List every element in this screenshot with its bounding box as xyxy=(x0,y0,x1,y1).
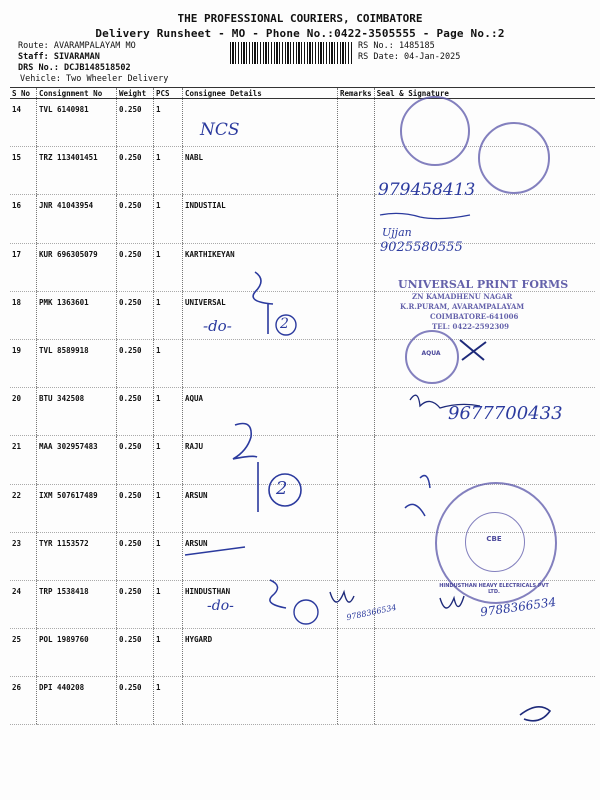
row-sno: 20 xyxy=(10,388,37,436)
row-consignment: DPI 440208 xyxy=(37,677,117,725)
col-consignee: Consignee Details xyxy=(183,88,338,99)
row-sno: 22 xyxy=(10,484,37,532)
row-consignment: POL 1989760 xyxy=(37,629,117,677)
aqua-seal-text: AQUA xyxy=(421,350,441,357)
vehicle-label: Vehicle: Two Wheeler Delivery xyxy=(20,74,169,84)
row-consignee: ARSUN xyxy=(183,532,338,580)
ink-phone-21: 9677700433 xyxy=(448,403,563,424)
row-consignee: KARTHIKEYAN xyxy=(183,243,338,291)
row-consignment: KUR 696305079 xyxy=(37,243,117,291)
hindusthan-seal-name: HINDUSTHAN HEAVY ELECTRICALS PVT LTD. xyxy=(439,583,549,595)
row-consignee: INDUSTIAL xyxy=(183,195,338,243)
ink-ncs: NCS xyxy=(200,120,240,140)
row-weight: 0.250 xyxy=(117,388,154,436)
row-sno: 24 xyxy=(10,580,37,628)
row-pcs: 1 xyxy=(154,677,183,725)
row-sno: 17 xyxy=(10,243,37,291)
row-consignment: PMK 1363601 xyxy=(37,291,117,339)
row-weight: 0.250 xyxy=(117,195,154,243)
route-label: Route: AVARAMPALAYAM MO xyxy=(18,41,136,51)
ink-phone-17: 9025580555 xyxy=(380,240,463,255)
row-consignee: HYGARD xyxy=(183,629,338,677)
rs-number: RS No.: 1485185 xyxy=(358,41,435,51)
row-sno: 26 xyxy=(10,677,37,725)
universal-stamp-addr1: ZN KAMADHENU NAGAR xyxy=(412,292,513,301)
row-pcs: 1 xyxy=(154,291,183,339)
row-sno: 21 xyxy=(10,436,37,484)
row-pcs: 1 xyxy=(154,532,183,580)
row-consignment: JNR 41043954 xyxy=(37,195,117,243)
row-weight: 0.250 xyxy=(117,629,154,677)
row-sno: 25 xyxy=(10,629,37,677)
row-weight: 0.250 xyxy=(117,147,154,195)
row-weight: 0.250 xyxy=(117,580,154,628)
universal-stamp-name: UNIVERSAL PRINT FORMS xyxy=(398,278,569,291)
row-sno: 18 xyxy=(10,291,37,339)
row-pcs: 1 xyxy=(154,484,183,532)
row-weight: 0.250 xyxy=(117,99,154,147)
row-consignment: TVL 6140981 xyxy=(37,99,117,147)
row-consignee: NABL xyxy=(183,147,338,195)
row-pcs: 1 xyxy=(154,99,183,147)
row-consignment: MAA 302957483 xyxy=(37,436,117,484)
row-sno: 16 xyxy=(10,195,37,243)
col-signature: Seal & Signature xyxy=(374,88,595,99)
universal-stamp-phone: TEL: 0422-2592309 xyxy=(432,322,509,331)
ink-ditto-26: -do- xyxy=(207,598,234,614)
col-sno: S No xyxy=(10,88,37,99)
universal-stamp-addr2: K.R.PURAM, AVARAMPALAYAM xyxy=(400,302,525,311)
row-sno: 23 xyxy=(10,532,37,580)
row-pcs: 1 xyxy=(154,195,183,243)
row-pcs: 1 xyxy=(154,629,183,677)
rs-date: RS Date: 04-Jan-2025 xyxy=(358,52,461,62)
row-sno: 15 xyxy=(10,147,37,195)
row-pcs: 1 xyxy=(154,436,183,484)
ink-phone-16: 979458413 xyxy=(378,180,476,200)
col-pcs: PCS xyxy=(154,88,183,99)
row-pcs: 1 xyxy=(154,147,183,195)
row-weight: 0.250 xyxy=(117,484,154,532)
row-consignee: ARSUN xyxy=(183,484,338,532)
row-consignee: HINDUSTHAN xyxy=(183,580,338,628)
row-consignment: TYR 1153572 xyxy=(37,532,117,580)
runsheet-title: Delivery Runsheet - MO - Phone No.:0422-3505555 - Page No.:2 xyxy=(95,27,505,40)
row-weight: 0.250 xyxy=(117,532,154,580)
col-weight: Weight xyxy=(117,88,154,99)
staff-label: Staff: SIVARAMAN xyxy=(18,52,100,62)
row-weight: 0.250 xyxy=(117,436,154,484)
row-pcs: 1 xyxy=(154,580,183,628)
row-sno: 14 xyxy=(10,99,37,147)
ink-count-19: 2 xyxy=(280,316,289,332)
ink-count-23: 2 xyxy=(276,478,288,499)
round-seal-14 xyxy=(400,96,470,166)
row-pcs: 1 xyxy=(154,339,183,387)
row-consignee: AQUA xyxy=(183,388,338,436)
row-sno: 19 xyxy=(10,339,37,387)
row-consignee: UNIVERSAL xyxy=(183,291,338,339)
col-consignment: Consignment No xyxy=(37,88,117,99)
row-weight: 0.250 xyxy=(117,291,154,339)
row-consignment: BTU 342508 xyxy=(37,388,117,436)
ink-name-17: Ujjan xyxy=(382,226,412,239)
universal-stamp-addr3: COIMBATORE-641006 xyxy=(430,312,519,321)
row-consignment: IXM 507617489 xyxy=(37,484,117,532)
round-seal-15 xyxy=(478,122,550,194)
company-title: THE PROFESSIONAL COURIERS, COIMBATORE xyxy=(177,12,423,25)
row-pcs: 1 xyxy=(154,243,183,291)
row-weight: 0.250 xyxy=(117,339,154,387)
row-pcs: 1 xyxy=(154,388,183,436)
row-weight: 0.250 xyxy=(117,677,154,725)
row-consignee: RAJU xyxy=(183,436,338,484)
row-consignment: TRP 1538418 xyxy=(37,580,117,628)
col-remarks: Remarks xyxy=(338,88,375,99)
drs-label: DRS No.: DCJB148518502 xyxy=(18,63,131,73)
aqua-seal xyxy=(405,330,459,384)
ink-phone-26b: 9788366534 xyxy=(479,594,557,620)
ink-ditto-19: -do- xyxy=(203,317,232,335)
row-consignment: TVL 8589918 xyxy=(37,339,117,387)
hindusthan-seal-cbe: CBE xyxy=(486,535,502,543)
row-consignment: TRZ 113401451 xyxy=(37,147,117,195)
ink-phone-26a: 9788366534 xyxy=(345,602,398,623)
row-weight: 0.250 xyxy=(117,243,154,291)
